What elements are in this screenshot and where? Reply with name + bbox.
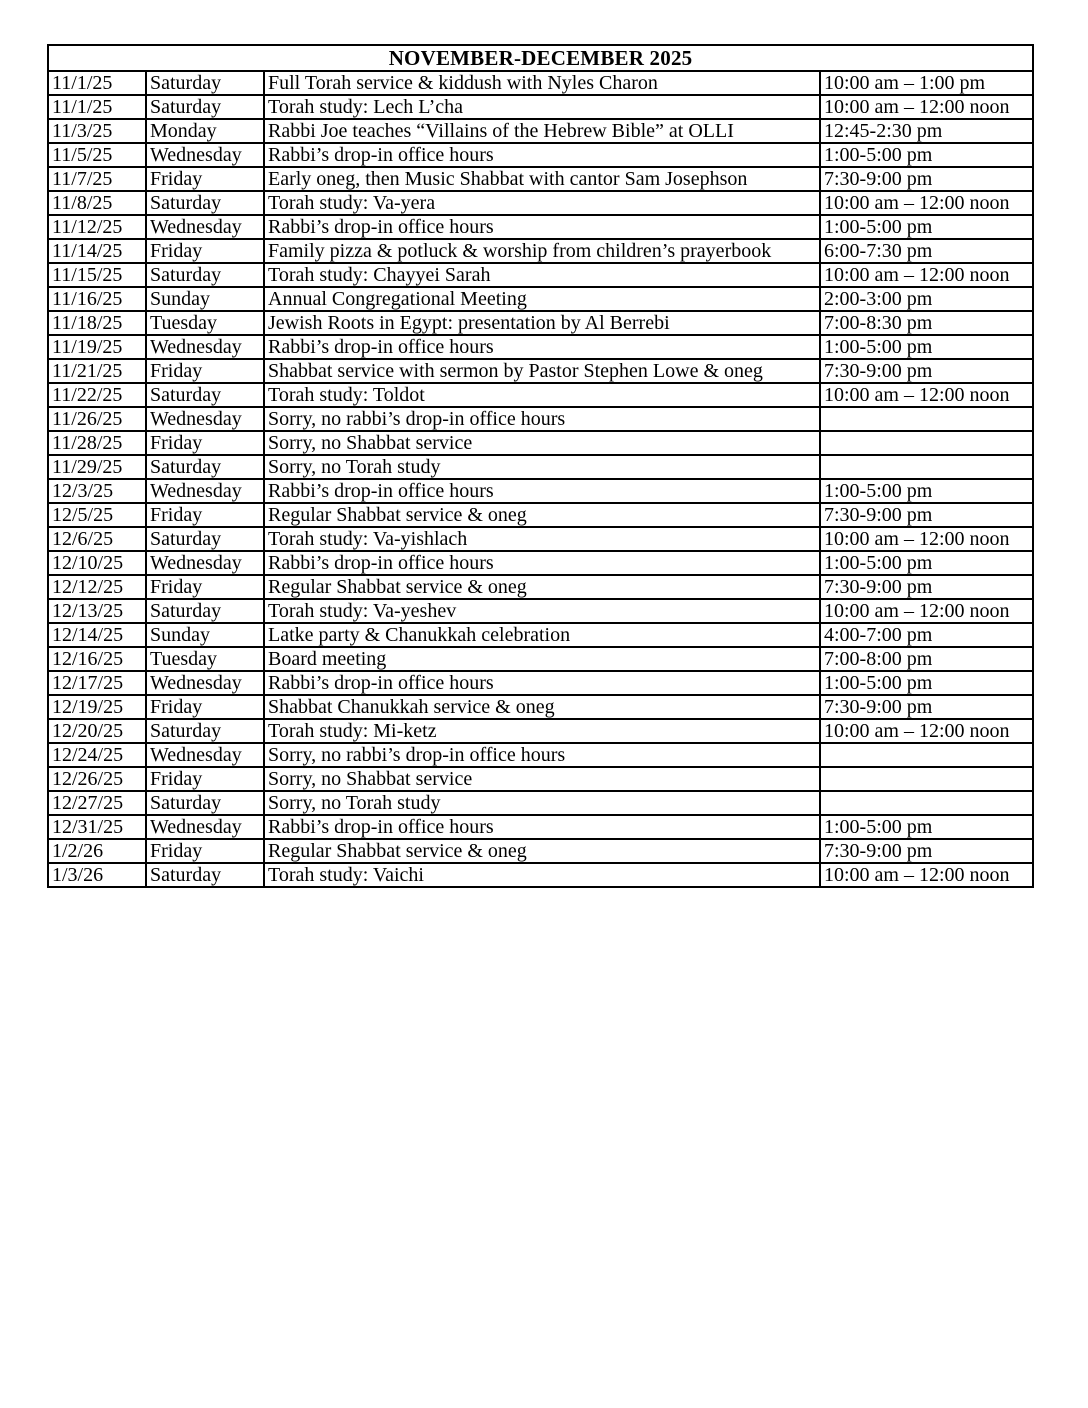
event-cell: Rabbi’s drop-in office hours: [264, 551, 820, 575]
event-cell: Family pizza & potluck & worship from children’s prayerbook: [264, 239, 820, 263]
time-cell: 10:00 am – 12:00 noon: [820, 527, 1033, 551]
date-cell: 11/16/25: [48, 287, 146, 311]
time-cell: [820, 455, 1033, 479]
table-row: [48, 239, 1033, 263]
time-cell: [820, 743, 1033, 767]
date-cell: 11/12/25: [48, 215, 146, 239]
event-cell: Board meeting: [264, 647, 820, 671]
day-cell: Friday: [146, 839, 264, 863]
date-cell: 12/14/25: [48, 623, 146, 647]
day-cell: Wednesday: [146, 671, 264, 695]
event-cell: Full Torah service & kiddush with Nyles Charon: [264, 71, 820, 95]
date-cell: 11/29/25: [48, 455, 146, 479]
event-cell: Sorry, no rabbi’s drop-in office hours: [264, 407, 820, 431]
event-cell: Rabbi’s drop-in office hours: [264, 215, 820, 239]
date-cell: 11/15/25: [48, 263, 146, 287]
event-cell: Sorry, no Shabbat service: [264, 431, 820, 455]
table-row: [48, 383, 1033, 407]
table-row: [48, 263, 1033, 287]
table-row: [48, 719, 1033, 743]
time-cell: [820, 431, 1033, 455]
time-cell: 1:00-5:00 pm: [820, 815, 1033, 839]
day-cell: Wednesday: [146, 815, 264, 839]
date-cell: 11/14/25: [48, 239, 146, 263]
day-cell: Friday: [146, 503, 264, 527]
event-cell: Torah study: Va-yera: [264, 191, 820, 215]
event-cell: Sorry, no rabbi’s drop-in office hours: [264, 743, 820, 767]
event-cell: Sorry, no Shabbat service: [264, 767, 820, 791]
date-cell: 12/10/25: [48, 551, 146, 575]
time-cell: 7:30-9:00 pm: [820, 839, 1033, 863]
day-cell: Friday: [146, 695, 264, 719]
date-cell: 11/26/25: [48, 407, 146, 431]
table-title: NOVEMBER-DECEMBER 2025: [48, 45, 1033, 71]
day-cell: Wednesday: [146, 743, 264, 767]
time-cell: 10:00 am – 12:00 noon: [820, 719, 1033, 743]
time-cell: 10:00 am – 12:00 noon: [820, 599, 1033, 623]
time-cell: 7:00-8:00 pm: [820, 647, 1033, 671]
table-body: [48, 71, 1033, 887]
date-cell: 11/18/25: [48, 311, 146, 335]
time-cell: [820, 407, 1033, 431]
day-cell: Friday: [146, 167, 264, 191]
date-cell: 12/26/25: [48, 767, 146, 791]
event-cell: Regular Shabbat service & oneg: [264, 839, 820, 863]
date-cell: 1/3/26: [48, 863, 146, 887]
day-cell: Wednesday: [146, 407, 264, 431]
time-cell: 10:00 am – 1:00 pm: [820, 71, 1033, 95]
time-cell: 7:30-9:00 pm: [820, 167, 1033, 191]
table-row: [48, 767, 1033, 791]
day-cell: Saturday: [146, 863, 264, 887]
time-cell: [820, 767, 1033, 791]
event-cell: Shabbat Chanukkah service & oneg: [264, 695, 820, 719]
day-cell: Wednesday: [146, 143, 264, 167]
table-row: [48, 311, 1033, 335]
day-cell: Saturday: [146, 527, 264, 551]
event-cell: Rabbi’s drop-in office hours: [264, 143, 820, 167]
date-cell: 11/7/25: [48, 167, 146, 191]
day-cell: Friday: [146, 431, 264, 455]
table-row: [48, 359, 1033, 383]
table-row: [48, 95, 1033, 119]
table-row: [48, 743, 1033, 767]
event-cell: Rabbi’s drop-in office hours: [264, 479, 820, 503]
table-row: [48, 527, 1033, 551]
date-cell: 12/12/25: [48, 575, 146, 599]
table-row: [48, 479, 1033, 503]
time-cell: 1:00-5:00 pm: [820, 479, 1033, 503]
day-cell: Wednesday: [146, 215, 264, 239]
table-row: [48, 791, 1033, 815]
time-cell: 6:00-7:30 pm: [820, 239, 1033, 263]
day-cell: Friday: [146, 575, 264, 599]
day-cell: Saturday: [146, 383, 264, 407]
day-cell: Sunday: [146, 287, 264, 311]
day-cell: Friday: [146, 767, 264, 791]
date-cell: 11/1/25: [48, 95, 146, 119]
table-row: [48, 839, 1033, 863]
time-cell: 10:00 am – 12:00 noon: [820, 95, 1033, 119]
time-cell: [820, 791, 1033, 815]
date-cell: 1/2/26: [48, 839, 146, 863]
time-cell: 10:00 am – 12:00 noon: [820, 191, 1033, 215]
table-row: [48, 407, 1033, 431]
time-cell: 7:30-9:00 pm: [820, 503, 1033, 527]
table-row: [48, 335, 1033, 359]
table-row: [48, 191, 1033, 215]
day-cell: Saturday: [146, 719, 264, 743]
day-cell: Wednesday: [146, 335, 264, 359]
schedule-table: [47, 44, 1034, 888]
day-cell: Saturday: [146, 263, 264, 287]
time-cell: 12:45-2:30 pm: [820, 119, 1033, 143]
event-cell: Torah study: Vaichi: [264, 863, 820, 887]
title-row: [48, 45, 1033, 71]
event-cell: Sorry, no Torah study: [264, 791, 820, 815]
time-cell: 10:00 am – 12:00 noon: [820, 383, 1033, 407]
day-cell: Friday: [146, 239, 264, 263]
event-cell: Latke party & Chanukkah celebration: [264, 623, 820, 647]
day-cell: Saturday: [146, 71, 264, 95]
day-cell: Saturday: [146, 791, 264, 815]
time-cell: 1:00-5:00 pm: [820, 335, 1033, 359]
table-row: [48, 551, 1033, 575]
event-cell: Torah study: Mi-ketz: [264, 719, 820, 743]
table-row: [48, 431, 1033, 455]
table-row: [48, 863, 1033, 887]
table-row: [48, 815, 1033, 839]
table-row: [48, 119, 1033, 143]
date-cell: 12/27/25: [48, 791, 146, 815]
time-cell: 7:30-9:00 pm: [820, 359, 1033, 383]
event-cell: Early oneg, then Music Shabbat with cantor Sam Josephson: [264, 167, 820, 191]
event-cell: Torah study: Va-yishlach: [264, 527, 820, 551]
day-cell: Wednesday: [146, 479, 264, 503]
time-cell: 7:30-9:00 pm: [820, 575, 1033, 599]
date-cell: 12/24/25: [48, 743, 146, 767]
time-cell: 1:00-5:00 pm: [820, 143, 1033, 167]
time-cell: 1:00-5:00 pm: [820, 215, 1033, 239]
date-cell: 11/28/25: [48, 431, 146, 455]
table-row: [48, 287, 1033, 311]
date-cell: 11/19/25: [48, 335, 146, 359]
day-cell: Saturday: [146, 455, 264, 479]
event-cell: Sorry, no Torah study: [264, 455, 820, 479]
event-cell: Rabbi’s drop-in office hours: [264, 815, 820, 839]
date-cell: 12/5/25: [48, 503, 146, 527]
event-cell: Rabbi’s drop-in office hours: [264, 671, 820, 695]
day-cell: Friday: [146, 359, 264, 383]
date-cell: 12/3/25: [48, 479, 146, 503]
date-cell: 11/8/25: [48, 191, 146, 215]
date-cell: 12/20/25: [48, 719, 146, 743]
day-cell: Tuesday: [146, 647, 264, 671]
date-cell: 12/16/25: [48, 647, 146, 671]
event-cell: Torah study: Va-yeshev: [264, 599, 820, 623]
date-cell: 12/17/25: [48, 671, 146, 695]
table-row: [48, 575, 1033, 599]
event-cell: Regular Shabbat service & oneg: [264, 503, 820, 527]
day-cell: Sunday: [146, 623, 264, 647]
table-header: [48, 45, 1033, 71]
date-cell: 11/1/25: [48, 71, 146, 95]
event-cell: Regular Shabbat service & oneg: [264, 575, 820, 599]
date-cell: 11/5/25: [48, 143, 146, 167]
table-row: [48, 695, 1033, 719]
time-cell: 7:00-8:30 pm: [820, 311, 1033, 335]
table-row: [48, 671, 1033, 695]
event-cell: Torah study: Chayyei Sarah: [264, 263, 820, 287]
event-cell: Rabbi Joe teaches “Villains of the Hebrew Bible” at OLLI: [264, 119, 820, 143]
event-cell: Shabbat service with sermon by Pastor Stephen Lowe & oneg: [264, 359, 820, 383]
day-cell: Saturday: [146, 95, 264, 119]
date-cell: 12/19/25: [48, 695, 146, 719]
table-row: [48, 71, 1033, 95]
event-cell: Torah study: Toldot: [264, 383, 820, 407]
event-cell: Jewish Roots in Egypt: presentation by Al Berrebi: [264, 311, 820, 335]
table-row: [48, 503, 1033, 527]
day-cell: Saturday: [146, 599, 264, 623]
date-cell: 12/6/25: [48, 527, 146, 551]
date-cell: 12/13/25: [48, 599, 146, 623]
table-row: [48, 167, 1033, 191]
day-cell: Wednesday: [146, 551, 264, 575]
table-row: [48, 143, 1033, 167]
time-cell: 7:30-9:00 pm: [820, 695, 1033, 719]
time-cell: 4:00-7:00 pm: [820, 623, 1033, 647]
table-row: [48, 455, 1033, 479]
event-cell: Rabbi’s drop-in office hours: [264, 335, 820, 359]
table-row: [48, 647, 1033, 671]
time-cell: 10:00 am – 12:00 noon: [820, 863, 1033, 887]
time-cell: 10:00 am – 12:00 noon: [820, 263, 1033, 287]
day-cell: Monday: [146, 119, 264, 143]
table-row: [48, 623, 1033, 647]
date-cell: 11/21/25: [48, 359, 146, 383]
table-row: [48, 599, 1033, 623]
date-cell: 11/3/25: [48, 119, 146, 143]
time-cell: 1:00-5:00 pm: [820, 551, 1033, 575]
event-cell: Annual Congregational Meeting: [264, 287, 820, 311]
time-cell: 2:00-3:00 pm: [820, 287, 1033, 311]
date-cell: 11/22/25: [48, 383, 146, 407]
table-row: [48, 215, 1033, 239]
day-cell: Tuesday: [146, 311, 264, 335]
time-cell: 1:00-5:00 pm: [820, 671, 1033, 695]
day-cell: Saturday: [146, 191, 264, 215]
event-cell: Torah study: Lech L’cha: [264, 95, 820, 119]
date-cell: 12/31/25: [48, 815, 146, 839]
